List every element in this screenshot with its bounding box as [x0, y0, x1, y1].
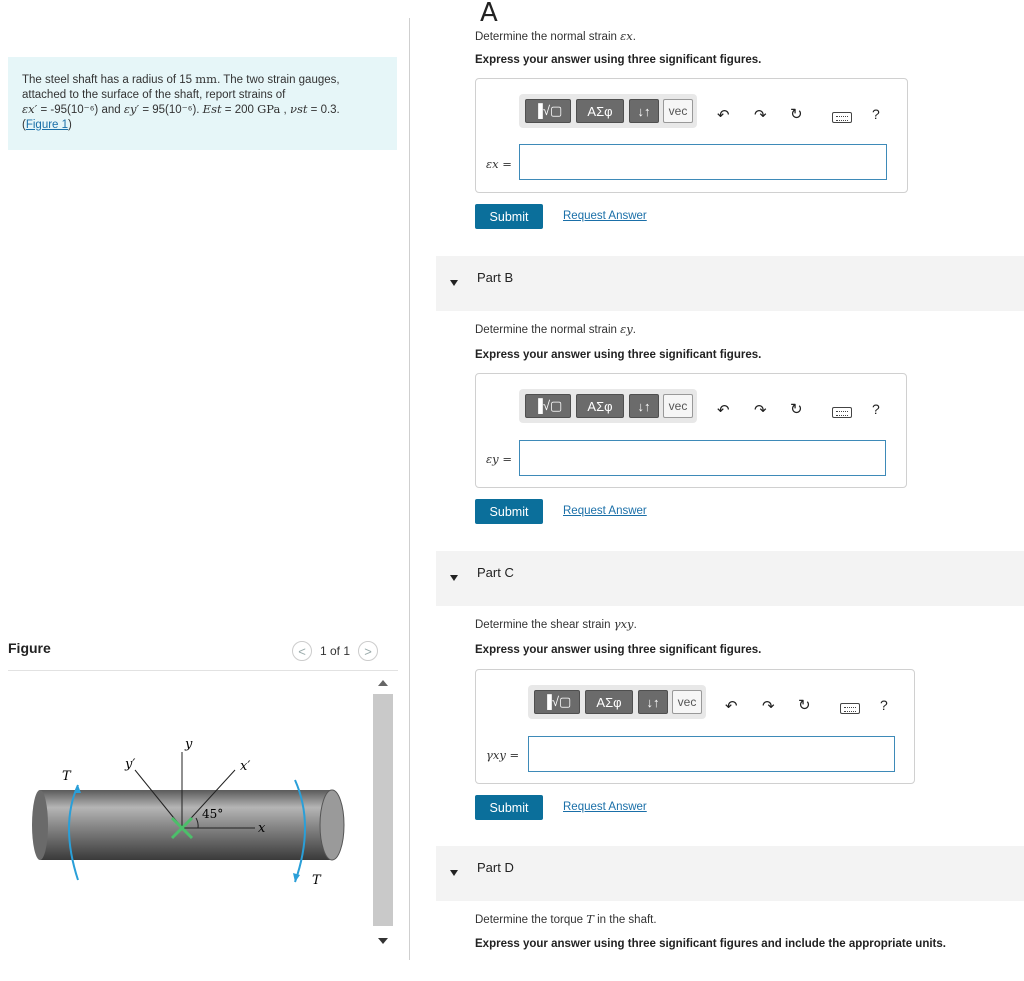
part-a-request-answer-link[interactable]: Request Answer: [563, 210, 647, 222]
poisson-symbol: νst: [289, 102, 308, 116]
part-d-instruction: Express your answer using three significant figures and include the appropriate units.: [475, 938, 946, 950]
scroll-thumb[interactable]: [373, 694, 393, 926]
label-torque-right: T: [312, 873, 321, 888]
collapse-triangle-icon[interactable]: [450, 280, 458, 286]
strain-y-symbol: εy′: [123, 102, 140, 116]
strain-x-value: = -95(10⁻⁶) and: [37, 104, 124, 116]
help-icon[interactable]: ?: [872, 401, 880, 417]
figure-scrollbar[interactable]: [372, 676, 394, 944]
part-c-input[interactable]: [528, 736, 895, 772]
vector-button[interactable]: vec: [663, 394, 693, 418]
part-a-answer-box: [475, 78, 908, 193]
subscript-superscript-button[interactable]: ↓↑: [638, 690, 668, 714]
part-b-submit-button[interactable]: Submit: [475, 499, 543, 524]
reset-icon[interactable]: ↻: [790, 401, 803, 418]
keyboard-icon[interactable]: [832, 112, 852, 123]
undo-icon[interactable]: ↶: [717, 107, 730, 124]
part-b-answer-box: [475, 373, 907, 488]
part-b-label: Part B: [477, 270, 514, 285]
part-d-prompt: Determine the torque T in the shaft.: [475, 912, 657, 926]
figure-title: Figure: [8, 640, 51, 656]
modulus-symbol: Est: [202, 102, 222, 116]
modulus-unit: GPa: [257, 102, 281, 116]
part-c-variable: γxy =: [486, 748, 520, 762]
greek-symbols-button[interactable]: ΑΣφ: [576, 394, 624, 418]
math-toolbar: [528, 685, 706, 719]
figure-link[interactable]: Figure 1: [25, 118, 69, 131]
part-b-instruction: Express your answer using three significant figures.: [475, 349, 762, 361]
vector-button[interactable]: vec: [663, 99, 693, 123]
templates-button[interactable]: ▐√▢: [534, 690, 580, 714]
part-b-header[interactable]: [436, 256, 1024, 311]
strain-y-value: = 95(10⁻⁶).: [139, 104, 203, 116]
undo-icon[interactable]: ↶: [717, 402, 730, 419]
label-x-prime: x′: [240, 759, 251, 774]
figure-pager: [292, 640, 378, 662]
next-figure-button[interactable]: >: [358, 641, 378, 661]
part-c-instruction: Express your answer using three significant figures.: [475, 644, 762, 656]
shaft-right-end: [320, 790, 344, 860]
templates-button[interactable]: ▐√▢: [525, 99, 571, 123]
part-c-header[interactable]: [436, 551, 1024, 606]
shaft-figure: [30, 730, 360, 910]
math-toolbar: [519, 389, 697, 423]
strain-x-symbol: εx′: [22, 102, 38, 116]
figure-divider: [8, 670, 398, 671]
collapse-triangle-icon[interactable]: [450, 575, 458, 581]
part-c-answer-box: [475, 669, 915, 784]
part-b-input[interactable]: [519, 440, 886, 476]
collapse-triangle-icon[interactable]: [450, 870, 458, 876]
label-x: x: [258, 821, 266, 836]
subscript-superscript-button[interactable]: ↓↑: [629, 99, 659, 123]
undo-icon[interactable]: ↶: [725, 698, 738, 715]
problem-text: attached to the surface of the shaft, report strains of: [22, 88, 286, 101]
separator: ,: [280, 104, 290, 116]
help-icon[interactable]: ?: [880, 697, 888, 713]
part-c-label: Part C: [477, 565, 514, 580]
part-a-submit-button[interactable]: Submit: [475, 204, 543, 229]
part-c-prompt: Determine the shear strain γxy.: [475, 617, 637, 631]
part-c-submit-button[interactable]: Submit: [475, 795, 543, 820]
shaft-left-end: [32, 790, 48, 860]
reset-icon[interactable]: ↻: [790, 106, 803, 123]
help-icon[interactable]: ?: [872, 106, 880, 122]
prev-figure-button[interactable]: <: [292, 641, 312, 661]
redo-icon[interactable]: ↷: [754, 107, 767, 124]
problem-text: . The two strain gauges,: [217, 74, 340, 86]
greek-symbols-button[interactable]: ΑΣφ: [585, 690, 633, 714]
problem-text: The steel shaft has a radius of 15: [22, 74, 196, 86]
part-a-instruction: Express your answer using three significant figures.: [475, 54, 762, 66]
panel-divider: [409, 18, 410, 960]
redo-icon[interactable]: ↷: [762, 698, 775, 715]
part-d-header[interactable]: [436, 846, 1024, 901]
label-y-prime: y′: [125, 757, 136, 772]
reset-icon[interactable]: ↻: [798, 697, 811, 714]
math-toolbar: [519, 94, 697, 128]
modulus-value: = 200: [221, 104, 258, 116]
label-y: y: [185, 737, 193, 752]
label-torque-left: T: [62, 769, 71, 784]
part-b-variable: εy =: [486, 452, 512, 466]
part-d-label: Part D: [477, 860, 514, 875]
scroll-up-arrow-icon[interactable]: [378, 680, 388, 686]
part-a-variable: εx =: [486, 157, 512, 171]
part-a-prompt: Determine the normal strain εx.: [475, 29, 636, 43]
problem-statement: The steel shaft has a radius of 15 mm. The two strain gauges, attached to the surface of the shaft, report strains of εx′ = -95(10⁻⁶) and εy′ = 95(10⁻⁶). Est = 200 GPa , νst = 0.3. (Figure 1): [8, 57, 397, 150]
handwritten-annotation: A: [480, 0, 498, 28]
keyboard-icon[interactable]: [832, 407, 852, 418]
greek-symbols-button[interactable]: ΑΣφ: [576, 99, 624, 123]
radius-unit: mm: [195, 72, 218, 86]
poisson-value: = 0.3.: [307, 104, 340, 116]
label-angle: 45°: [202, 807, 224, 821]
part-b-prompt: Determine the normal strain εy.: [475, 322, 636, 336]
redo-icon[interactable]: ↷: [754, 402, 767, 419]
part-b-request-answer-link[interactable]: Request Answer: [563, 505, 647, 517]
part-c-request-answer-link[interactable]: Request Answer: [563, 801, 647, 813]
figure-page-indicator: 1 of 1: [320, 644, 351, 658]
part-a-input[interactable]: [519, 144, 887, 180]
subscript-superscript-button[interactable]: ↓↑: [629, 394, 659, 418]
vector-button[interactable]: vec: [672, 690, 702, 714]
scroll-down-arrow-icon[interactable]: [378, 938, 388, 944]
templates-button[interactable]: ▐√▢: [525, 394, 571, 418]
keyboard-icon[interactable]: [840, 703, 860, 714]
